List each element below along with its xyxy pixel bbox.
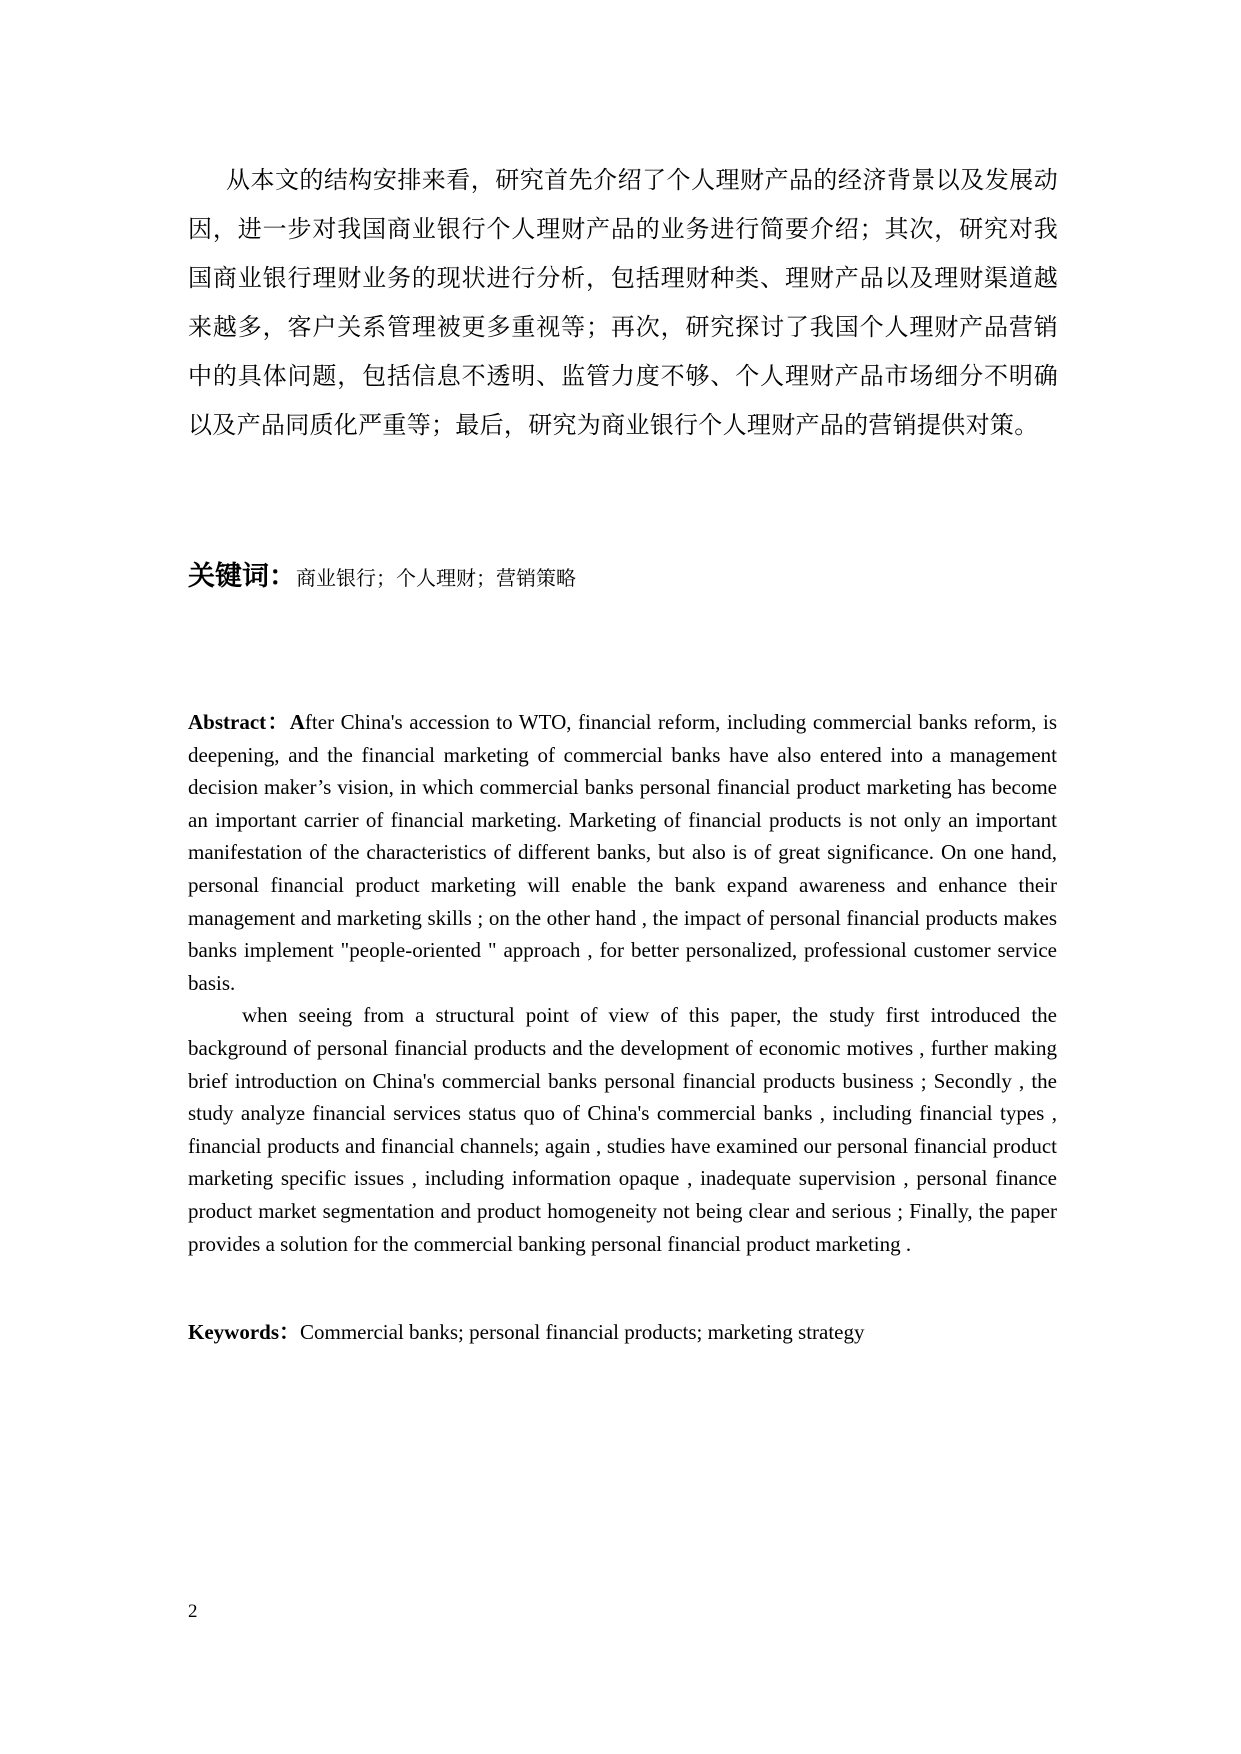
chinese-keywords-text: 商业银行；个人理财；营销策略: [296, 566, 576, 590]
english-keywords: [188, 1316, 1057, 1348]
chinese-keywords: [188, 554, 1058, 593]
chinese-abstract-paragraph: 从本文的结构安排来看，研究首先介绍了个人理财产品的经济背景以及发展动因，进一步对我国商业银行个人理财产品的业务进行简要介绍；其次，研究对我国商业银行理财业务的现状进行分析，包括理财种类、理财产品以及理财渠道越来越多，客户关系管理被更多重视等；再次，研究探讨了我国个人理财产品营销中的具体问题，包括信息不透明、监管力度不够、个人理财产品市场细分不明确以及产品同质化严重等；最后，研究为商业银行个人理财产品的营销提供对策。: [188, 166, 1058, 439]
chinese-keywords-label: 关键词：: [188, 561, 296, 592]
english-keywords-text: Commercial banks; personal financial products; marketing strategy: [300, 1320, 865, 1344]
english-abstract-paragraph-1: [188, 706, 1057, 999]
page-number: 2: [188, 1601, 198, 1622]
english-abstract-first-letter: A: [289, 710, 305, 734]
english-abstract: [188, 706, 1057, 1260]
english-abstract-label: Abstract：: [188, 710, 290, 734]
english-abstract-paragraph-2: when seeing from a structural point of view of this paper, the study first introduced the background of personal financial products and the development of economic motives , further making brief introduction on China's commercial banks personal financial products business ; Secondly , the study analyze financial services status quo of China's commercial banks , including financial types , financial products and financial channels; again , studies have examined our personal financial product marketing specific issues , including information opaque , inadequate supervision , personal finance product market segmentation and product homogeneity not being clear and serious ; Finally, the paper provides a solution for the commercial banking personal financial product marketing .: [188, 1003, 1057, 1256]
english-abstract-paragraph-1-text: fter China's accession to WTO, financial reform, including commercial banks reform, is deepening, and the financial marketing of commercial banks have also entered into a management decision maker’s vision, in which commercial banks personal financial product marketing has become an important carrier of financial marketing. Marketing of financial products is not only an important manifestation of the characteristics of different banks, but also is of great significance. On one hand, personal financial product marketing will enable the bank expand awareness and enhance their management and marketing skills ; on the other hand , the impact of personal financial products makes banks implement "people-oriented " approach , for better personalized, professional customer service basis.: [188, 710, 1057, 995]
english-keywords-label: Keywords：: [188, 1320, 300, 1344]
